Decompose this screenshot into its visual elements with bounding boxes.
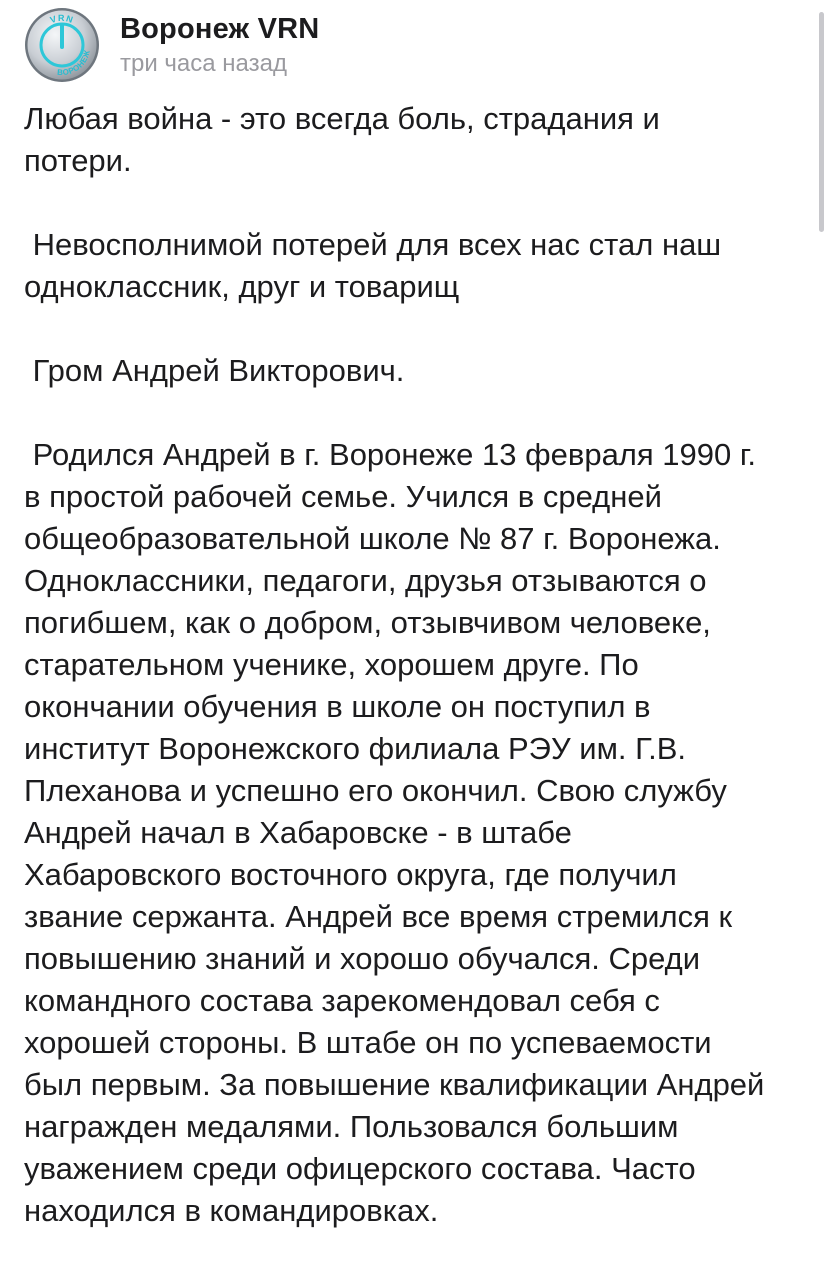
scrollbar[interactable] bbox=[819, 12, 824, 232]
channel-avatar[interactable] bbox=[24, 7, 100, 83]
avatar-text-bottom: ВОРОНЕЖ bbox=[56, 48, 92, 78]
channel-name[interactable]: Воронеж VRN bbox=[120, 13, 320, 45]
post-meta bbox=[120, 11, 319, 79]
post-timestamp: три часа назад bbox=[120, 50, 287, 77]
post-text: Любая война - это всегда боль, страдания и потери. Невосполнимой потерей для всех нас стал наш одноклассник, друг и товарищ Гром Андрей Викторович. Родился Андрей в г. Воронеже 13 февраля 1990 г. в простой рабочей семье. Учился в средней общеобразовательной школе № 87 г. Воронежа. Одноклассники, педагоги, друзья отзываются о погибшем, как о добром, отзывчивом человеке, старательном ученике, хорошем друге. По окончании обучения в школе он поступил в институт Воронежского филиала РЭУ им. Г.В. Плеханова и успешно его окончил. Свою службу Андрей начал в Хабаровске - в штабе Хабаровского восточного округа, где получил звание сержанта. Андрей все время стремился к повышению знаний и хорошо обучался. Среди командного состава зарекомендовал себя с хорошей стороны. В штабе он по успеваемости был первым. За повышение квалификации Андрей награжден медалями. Пользовался большим уважением среди офицерского состава. Часто находился в командировках. bbox=[24, 101, 765, 1228]
avatar-text-top: VRN bbox=[48, 12, 76, 26]
post-header bbox=[24, 6, 319, 84]
